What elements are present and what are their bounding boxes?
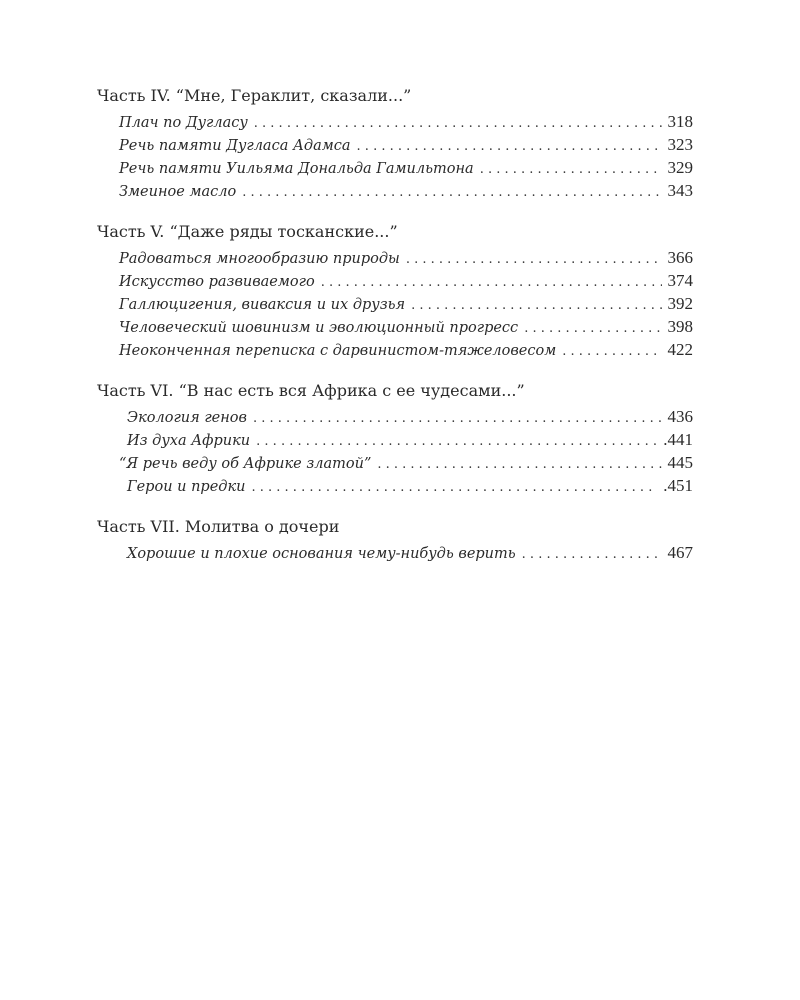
toc-entry[interactable] <box>97 474 693 497</box>
entry-title: Речь памяти Дугласа Адамса <box>119 138 351 154</box>
dot-leader <box>251 476 657 499</box>
dot-leader <box>480 158 662 181</box>
toc-entry[interactable] <box>97 110 693 133</box>
entry-title: Искусство развиваемого <box>119 274 315 290</box>
dot-leader <box>321 271 662 294</box>
entry-page-number: 366 <box>667 248 693 267</box>
dot-leader <box>253 407 662 430</box>
toc-entry[interactable] <box>97 269 693 292</box>
entry-page-number: 422 <box>667 340 693 359</box>
entry-page-number: 467 <box>667 543 693 562</box>
toc-part-iv <box>97 84 693 202</box>
entry-page-number: .441 <box>663 430 693 449</box>
dot-leader <box>562 340 661 363</box>
toc-entry[interactable] <box>97 133 693 156</box>
entry-page-number: 323 <box>667 135 693 154</box>
entry-title: Герои и предки <box>127 479 246 495</box>
entry-title: Змеиное масло <box>119 184 237 200</box>
entry-page-number: 392 <box>667 294 693 313</box>
part-title: Часть V. “Даже ряды тосканские...” <box>97 222 398 241</box>
entry-title: Галлюцигения, виваксия и их друзья <box>119 297 406 313</box>
toc-entry[interactable] <box>97 156 693 179</box>
entry-title: Неоконченная переписка с дарвинистом-тяжеловесом <box>119 343 557 359</box>
dot-leader <box>411 294 661 317</box>
dot-leader <box>377 453 661 476</box>
dot-leader <box>406 248 662 271</box>
entry-title: “Я речь веду об Африке златой” <box>119 456 372 472</box>
entry-page-number: .451 <box>663 476 693 495</box>
part-title: Часть IV. “Мне, Гераклит, сказали...” <box>97 86 412 105</box>
toc-entry[interactable] <box>97 338 693 361</box>
toc-entry[interactable] <box>97 292 693 315</box>
toc-part-v <box>97 220 693 361</box>
dot-leader <box>254 112 662 135</box>
entry-title: Человеческий шовинизм и эволюционный прогресс <box>119 320 519 336</box>
toc-entry[interactable] <box>97 405 693 428</box>
toc-entry[interactable] <box>97 179 693 202</box>
dot-leader <box>524 317 661 340</box>
entry-page-number: 343 <box>667 181 693 200</box>
entry-page-number: 318 <box>667 112 693 131</box>
toc-entry[interactable] <box>97 428 693 451</box>
part-title: Часть VI. “В нас есть вся Африка с ее чудесами...” <box>97 381 525 400</box>
dot-leader <box>256 430 657 453</box>
dot-leader <box>242 181 661 204</box>
entry-page-number: 436 <box>667 407 693 426</box>
toc-entry[interactable] <box>97 451 693 474</box>
entry-page-number: 445 <box>667 453 693 472</box>
entry-page-number: 374 <box>667 271 693 290</box>
entry-title: Плач по Дугласу <box>119 115 248 131</box>
entry-title: Хорошие и плохие основания чему-нибудь верить <box>127 546 516 562</box>
entry-page-number: 329 <box>667 158 693 177</box>
toc-part-vi <box>97 379 693 497</box>
entry-title: Экология генов <box>127 410 247 426</box>
entry-title: Радоваться многообразию природы <box>119 251 400 267</box>
dot-leader <box>357 135 662 158</box>
toc-part-vii <box>97 515 693 564</box>
toc-entry[interactable] <box>97 541 693 564</box>
entry-title: Из духа Африки <box>127 433 251 449</box>
table-of-contents <box>97 84 693 582</box>
dot-leader <box>522 543 662 566</box>
part-title: Часть VII. Молитва о дочери <box>97 517 340 536</box>
entry-page-number: 398 <box>667 317 693 336</box>
toc-entry[interactable] <box>97 315 693 338</box>
toc-entry[interactable] <box>97 246 693 269</box>
entry-title: Речь памяти Уильяма Дональда Гамильтона <box>119 161 474 177</box>
